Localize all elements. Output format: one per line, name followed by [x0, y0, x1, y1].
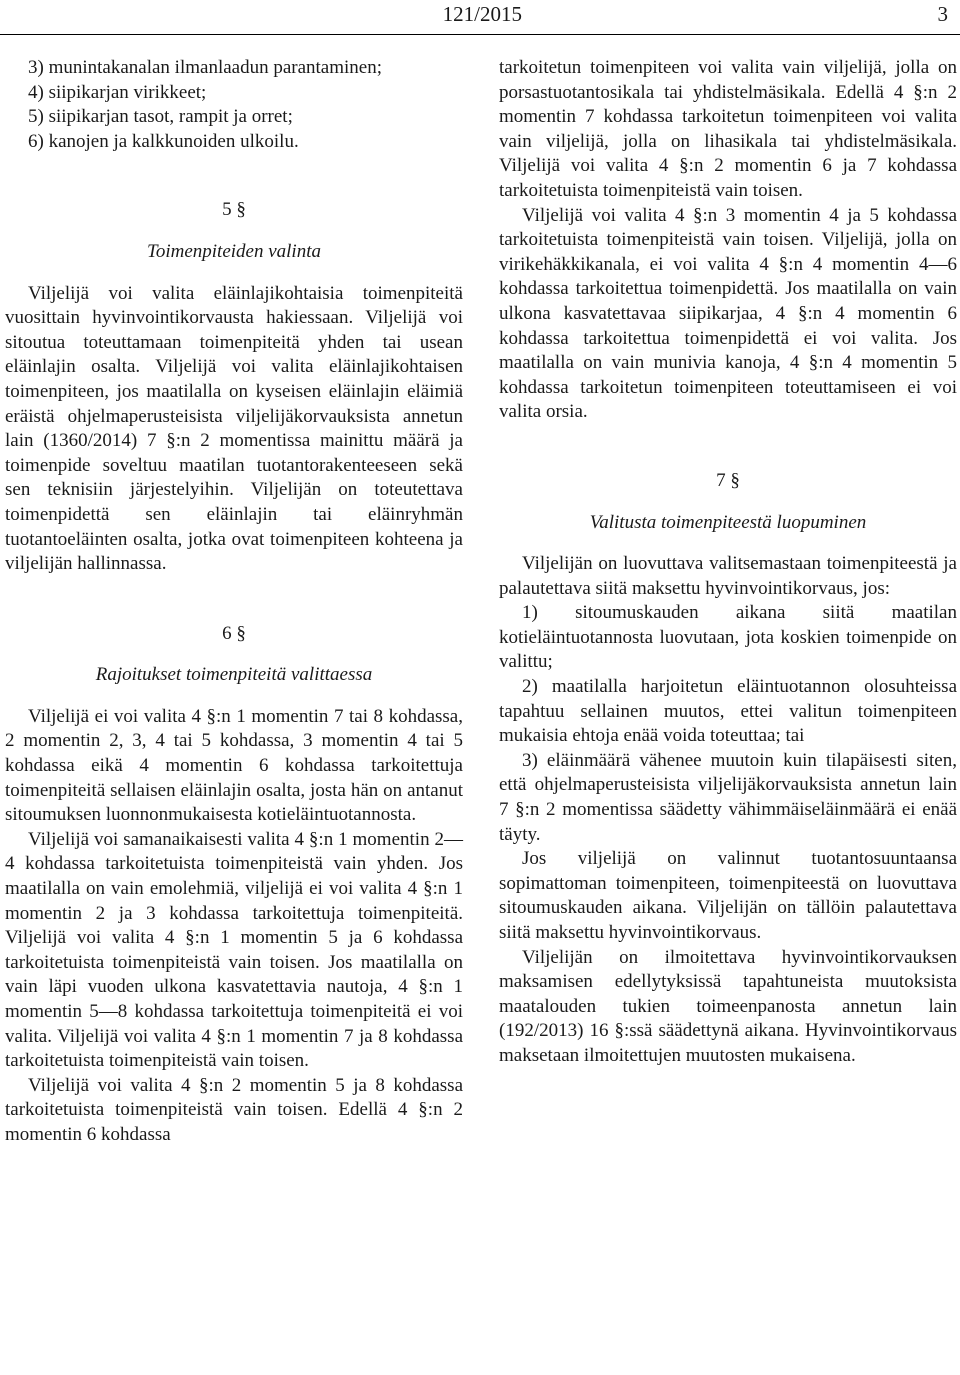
page-number: 3 [937, 2, 948, 26]
issue-number: 121/2015 [442, 2, 522, 26]
paragraph: Viljelijä voi valita eläinlajikohtaisia toimenpiteitä vuosittain hyvinvointikorvausta hakiessaan. Viljelijä voi sitoutua toteuttamaan toimenpiteitä yhden tai usean eläinlajin osalta. Viljelijä voi valita eläinlajikohtaisen toimenpiteen, jos maatilalla on kyseisen eläinlajin eläimiä eräistä ohjelmaperusteisista viljelijäkorvauksista annetun lain (1360/2014) 7 §:n 2 momentissa mainittu määrä ja toimenpide soveltuu maatilan tuotantorakenteeseen sekä sen teknisiin järjestelyihin. Viljelijän on toteutettava toimenpidettä sen eläinlajin tai eläinryhmän tuotantoeläinten osalta, jotka ovat toimenpiteen kohteena ja viljelijän hallinnassa. [5, 282, 463, 575]
section-title: Toimenpiteiden valinta [147, 240, 321, 262]
right-column [499, 56, 957, 1069]
page-header [0, 0, 960, 35]
paragraph: Viljelijä voi valita 4 §:n 2 momentin 5 ja 8 kohdassa tarkoitetuista toimenpiteistä vain toisen. Edellä 4 §:n 2 momentin 6 kohdassa [5, 1074, 463, 1145]
paragraph: Jos viljelijä on valinnut tuotantosuuntaansa sopimattoman toimenpiteen, toimenpiteestä on luovuttava sitoumuskauden aikana. Viljelijän on tällöin palautettava siitä maksettu hyvinvointikorvaus. [499, 848, 957, 943]
section-number: 5 § [222, 199, 246, 221]
list-item: 2) maatilalla harjoitetun eläintuotannon olosuhteissa tapahtuu sellainen muutos, ettei valitun toimenpiteen mukaisia ehtoja enää voida toteuttaa; tai [499, 676, 957, 747]
list-item: 4) siipikarjan virikkeet; [28, 81, 207, 103]
paragraph: Viljelijän on luovuttava valitsemastaan toimenpiteestä ja palautettava siitä maksettu hyvinvointikorvaus, jos: [499, 553, 957, 599]
section-number: 6 § [222, 622, 246, 644]
list-item: 3) munintakanalan ilmanlaadun parantaminen; [28, 57, 383, 78]
paragraph: Viljelijä voi samanaikaisesti valita 4 §:n 1 momentin 2—4 kohdassa tarkoitetuista toimenpiteistä vain yhden. Jos maatilalla on vain emolehmiä, viljelijä ei voi valita 4 §:n 1 momentin 2 ja 3 kohdassa tarkoitettuja toimenpiteitä. Viljelijä voi valita 4 §:n 1 momentin 5 ja 6 kohdassa tarkoitetuista toimenpiteistä vain toisen. Jos maatilalla on vain läpi vuoden ulkona kasvatettavia nautoja, 4 §:n 1 momentin 5—8 kohdassa tarkoitettuja toimenpiteitä ei voi valita. Viljelijä voi valita 4 §:n 1 momentin 7 ja 8 kohdassa tarkoitetuista toimenpiteistä vain toisen. [5, 828, 463, 1072]
section-title: Rajoitukset toimenpiteitä valittaessa [95, 664, 373, 686]
paragraph: tarkoitetun toimenpiteen voi valita vain viljelijä, jolla on porsastuotantosikala tai yhdistelmäsikala. Edellä 4 §:n 2 momentin 7 kohdassa tarkoitetun toimenpiteen voi valita vain viljelijä, jolla on lihasikala tai yhdistelmäsikala. Viljelijä voi valita 4 §:n 2 momentin 6 ja 7 kohdassa tarkoitetuista toimenpiteistä vain toisen. [499, 57, 957, 201]
list-item: 5) siipikarjan tasot, rampit ja orret; [28, 106, 293, 128]
list-item: 3) eläinmäärä vähenee muutoin kuin tilapäisesti siten, että ohjelmaperusteisista viljelijäkorvauksista annetun lain 7 §:n 2 momentissa säädetty vähimmäiseläinmäärä ei enää täyty. [499, 749, 957, 845]
section-number: 7 § [716, 469, 740, 491]
left-column [5, 56, 463, 1148]
paragraph: Viljelijä ei voi valita 4 §:n 1 momentin 7 tai 8 kohdassa, 2 momentin 2, 3, 4 tai 5 kohdassa, 3 momentin 4 tai 5 kohdassa eikä 4 momentin 6 kohdassa tarkoitettuja toimenpiteitä sellaisen eläinlajin osalta, josta hän on antanut sitoumuksen luonnonmukaisesta kotieläintuotannosta. [5, 705, 463, 826]
list-item: 1) sitoumuskauden aikana siitä maatilan kotieläintuotannosta luovutaan, jota koskien toimenpide on valittu; [499, 602, 957, 673]
paragraph: Viljelijän on ilmoitettava hyvinvointikorvauksen maksamisen edellytyksissä tapahtuneista muutoksista maatalouden tukien toimeenpanosta annetun lain (192/2013) 16 §:ssä säädettynä aikana. Hyvinvointikorvaus maksetaan ilmoitettujen muutosten mukaisena. [499, 946, 957, 1066]
section-title: Valitusta toimenpiteestä luopuminen [589, 511, 867, 533]
list-item: 6) kanojen ja kalkkunoiden ulkoilu. [28, 130, 299, 152]
paragraph: Viljelijä voi valita 4 §:n 3 momentin 4 ja 5 kohdassa tarkoitetuista toimenpiteistä vain toisen. Viljelijä, jolla on virikehäkkikanala, ei voi valita 4 §:n 4 momentin 4—6 kohdassa tarkoitettua toimenpidettä. Jos maatilalla on vain ulkona kasvatettavaa siipikarjaa, 4 §:n 4 momentin 6 kohdassa tarkoitettua toimenpidettä ei voi valita. Jos maatilalla on vain munivia kanoja, 4 §:n 4 momentin 5 kohdassa tarkoitetun toimenpiteen toteuttamiseen ei voi valita orsia. [499, 204, 957, 423]
